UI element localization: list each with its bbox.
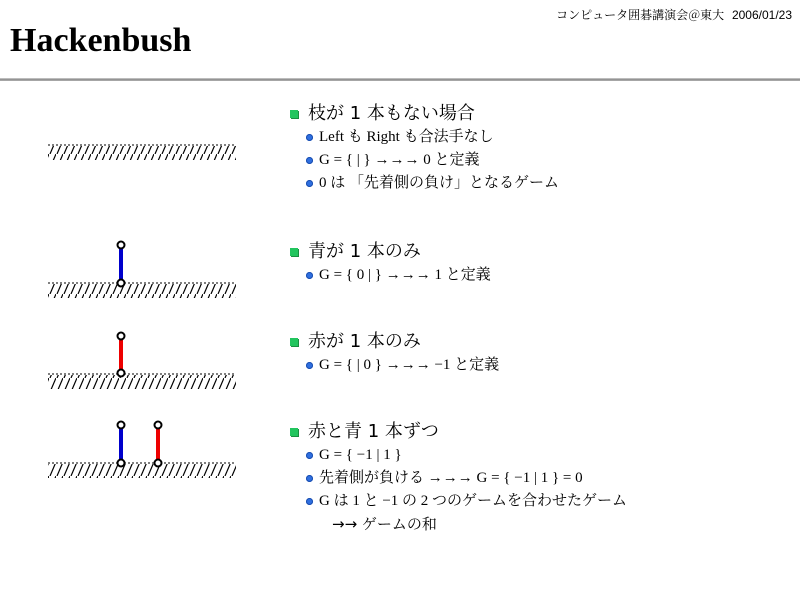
list-item — [306, 444, 627, 467]
list-item — [306, 490, 627, 513]
node-ground — [118, 460, 125, 467]
node-ground — [155, 460, 162, 467]
square-bullet-icon — [290, 110, 298, 118]
venue-label: コンピュータ囲碁講演会＠東大 — [556, 8, 725, 22]
node-top — [155, 422, 162, 429]
section-heading — [290, 420, 627, 444]
heading-text: 青が 1 本のみ — [308, 241, 421, 262]
section-heading — [290, 330, 499, 354]
ground-hatch — [48, 284, 236, 298]
ground-hatch — [48, 146, 236, 160]
item-text: 0 は 「先着側の負け」となるゲーム — [319, 175, 560, 191]
dot-bullet-icon — [306, 452, 313, 459]
section-heading — [290, 240, 491, 264]
dot-bullet-icon — [306, 134, 313, 141]
item-text: G は 1 と −1 の 2 つのゲームを合わせたゲーム — [319, 493, 628, 509]
item-text: Left も Right も合法手なし — [319, 129, 494, 145]
item-text: 先着側が負ける →→→ G = { −1 | 1 } = 0 — [319, 470, 583, 486]
diagram-blue-and-red — [48, 422, 236, 479]
section-no-edges — [290, 102, 559, 195]
section-blue-and-red — [290, 420, 627, 536]
list-item — [306, 467, 627, 490]
dot-bullet-icon — [306, 272, 313, 279]
item-text: G = { | 0 } →→→ −1 と定義 — [319, 357, 500, 373]
diagram-blue-edge — [48, 242, 236, 299]
list-item — [306, 172, 559, 195]
node-ground — [118, 370, 125, 377]
diagram-empty — [48, 145, 236, 160]
ground-hatch — [48, 464, 236, 478]
dot-bullet-icon — [306, 157, 313, 164]
item-text: G = { | } →→→ 0 と定義 — [319, 152, 480, 168]
node-ground — [118, 280, 125, 287]
dot-bullet-icon — [306, 180, 313, 187]
heading-text: 枝が 1 本もない場合 — [308, 103, 475, 124]
section-single-red — [290, 330, 499, 377]
heading-text: 赤と青 1 本ずつ — [308, 421, 439, 442]
node-top — [118, 422, 125, 429]
heading-text: 赤が 1 本のみ — [308, 331, 421, 352]
node-top — [118, 333, 125, 340]
dot-bullet-icon — [306, 475, 313, 482]
list-item — [306, 264, 491, 287]
square-bullet-icon — [290, 248, 298, 256]
section-heading — [290, 102, 559, 126]
date-label: 2006/01/23 — [731, 8, 792, 22]
ground-hatch — [48, 375, 236, 389]
dot-bullet-icon — [306, 498, 313, 505]
section-single-blue — [290, 240, 491, 287]
page-title: Hackenbush — [10, 22, 192, 59]
list-item — [306, 354, 499, 377]
diagram-red-edge — [48, 333, 236, 390]
list-item — [306, 149, 559, 172]
item-text: G = { −1 | 1 } — [319, 447, 402, 463]
dot-bullet-icon — [306, 362, 313, 369]
continuation-text: →→ ゲームの和 — [332, 515, 437, 533]
square-bullet-icon — [290, 338, 298, 346]
list-item — [306, 126, 559, 149]
item-text: G = { 0 | } →→→ 1 と定義 — [319, 267, 491, 283]
square-bullet-icon — [290, 428, 298, 436]
node-top — [118, 242, 125, 249]
